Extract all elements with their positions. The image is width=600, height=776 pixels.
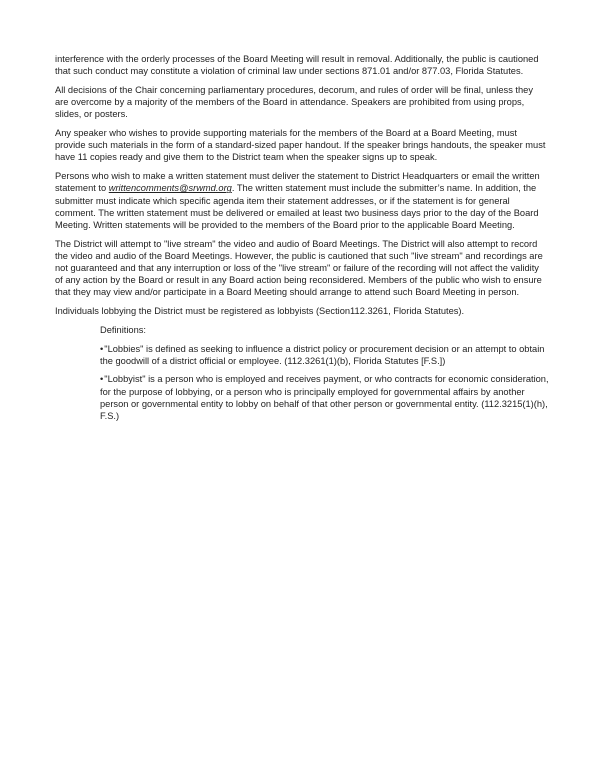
definition-lobbyist-text: "Lobbyist" is a person who is employed and receives payment, or who contracts for economic consideration, for the purpose of lobbying, or a person who is principally employed for governmental affairs by another person or governmental entity to lobby on behalf of that other person or governmental entity. (112.3215(1)(h), F.S.) bbox=[100, 374, 549, 422]
written-statement-text-after: . The written statement must include the submitter’s name. In addition, the submitter must indicate which specific agenda item their statement addresses, or if the statement is for general comment. The written statement must be delivered or emailed at least two business days prior to the day of the Board Meeting. Written statements will be provided to the members of the Board prior to the applicable Board Meeting. bbox=[55, 183, 539, 230]
definition-lobbies-text: "Lobbies" is defined as seeking to influence a district policy or procurement decision or an attempt to obtain the goodwill of a district official or employee. (112.3261(1)(b), Florida Statutes [F.S.]) bbox=[100, 343, 545, 366]
paragraph-chair-decisions: All decisions of the Chair concerning parliamentary procedures, decorum, and rules of order will be final, unless they are overcome by a majority of the members of the Board in attendance. Speakers are prohibited from using props, slides, or posters. bbox=[55, 84, 533, 120]
written-statement-text-before: Persons who wish to make a written statement must deliver the statement to District Headquarters or email the written statement to bbox=[55, 171, 540, 194]
paragraph-lobbyist-registration: Individuals lobbying the District must be registered as lobbyists (Section112.3261, Florida Statutes). bbox=[55, 306, 465, 317]
definition-lobbies bbox=[100, 343, 549, 367]
definitions-heading: Definitions: bbox=[100, 324, 146, 335]
bullet-icon: • bbox=[100, 343, 104, 354]
paragraph-removal-warning: interference with the orderly processes of the Board Meeting will result in removal. Additionally, the public is cautioned that such conduct may constitute a violation of criminal law under sections 871.01 and/or 877.03, Florida Statutes. bbox=[55, 54, 539, 77]
email-link[interactable]: writtencomments@srwmd.org bbox=[108, 183, 232, 194]
paragraph-live-stream: The District will attempt to "live stream" the video and audio of Board Meetings. The District will also attempt to record the video and audio of the Board Meetings. However, the public is cautioned that such "live stream" and recordings are not guaranteed and that any interruption or loss of the "live stream" or failure of the recording will not affect the validity of any action by the Board or result in any Board action being reconsidered. Members of the public who wish to ensure that they may view and/or participate in a Board Meeting should arrange to attend such Board Meeting in person. bbox=[55, 238, 543, 298]
paragraph-written-statement bbox=[55, 170, 549, 231]
definition-lobbyist bbox=[100, 373, 549, 422]
document-content bbox=[55, 53, 549, 429]
bullet-icon: • bbox=[100, 374, 104, 385]
definitions-section bbox=[100, 324, 549, 422]
paragraph-supporting-materials: Any speaker who wishes to provide supporting materials for the members of the Board at a Board Meeting, must provide such materials in the form of a standard-sized paper handout. If the speaker brings handouts, the speaker must have 11 copies ready and give them to the District team when the speaker signs up to speak. bbox=[55, 128, 546, 163]
